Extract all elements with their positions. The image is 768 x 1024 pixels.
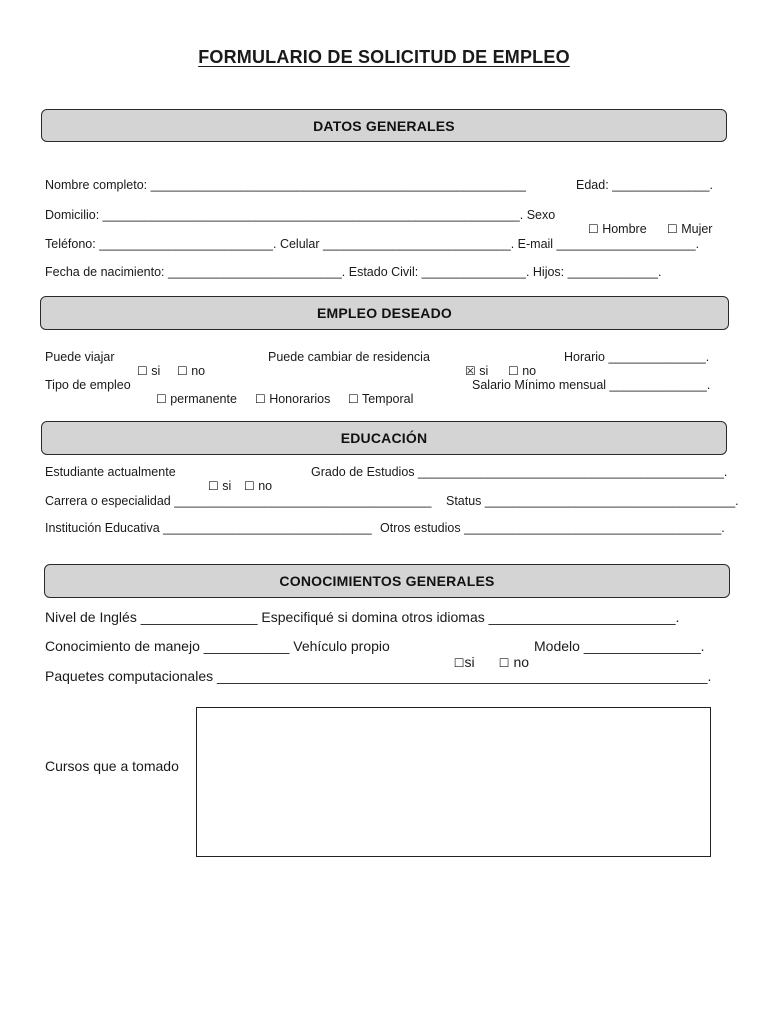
salario-field[interactable]: Salario Mínimo mensual ______________. — [472, 378, 711, 392]
vehiculo-no-label: no — [513, 654, 530, 670]
form-title: FORMULARIO DE SOLICITUD DE EMPLEO — [198, 47, 570, 67]
residencia-no-label: no — [522, 364, 537, 378]
estudiante-si-checkbox[interactable]: ☐ — [207, 479, 219, 493]
hombre-label: Hombre — [602, 222, 647, 236]
mujer-label: Mujer — [681, 222, 713, 236]
estudiante-si-label: si — [222, 479, 232, 493]
temporal-label: Temporal — [361, 392, 414, 406]
carrera-field[interactable]: Carrera o especialidad _____________________________________ — [45, 494, 432, 508]
cursos-textarea[interactable] — [196, 707, 711, 857]
paquetes-field[interactable]: Paquetes computacionales _______________________________________________________________. — [45, 668, 712, 684]
permanente-option[interactable] — [149, 378, 237, 406]
section-datos-generales — [41, 109, 727, 142]
residencia-si-option[interactable] — [458, 350, 488, 378]
manejo-vehiculo-field[interactable]: Conocimiento de manejo ___________ Vehículo propio — [45, 638, 390, 654]
institucion-field[interactable]: Institución Educativa ______________________________ — [45, 521, 372, 535]
viajar-no-option[interactable] — [170, 350, 205, 378]
temporal-checkbox[interactable]: ☐ — [347, 392, 359, 406]
section-conocimientos — [44, 564, 730, 598]
viajar-si-option[interactable] — [130, 350, 160, 378]
vehiculo-no-option[interactable] — [491, 638, 529, 670]
section-empleo-deseado-label: EMPLEO DESEADO — [316, 305, 453, 321]
cambiar-residencia-label: Puede cambiar de residencia — [268, 350, 430, 364]
temporal-option[interactable] — [341, 378, 413, 406]
hombre-checkbox[interactable]: ☐ — [587, 222, 599, 236]
telefono-celular-email-fields[interactable]: Teléfono: _________________________. Celular ___________________________. E-mail ____________________. — [45, 237, 700, 251]
viajar-no-label: no — [191, 364, 206, 378]
permanente-checkbox[interactable]: ☐ — [155, 392, 167, 406]
section-empleo-deseado — [40, 296, 729, 330]
edad-field[interactable]: Edad: ______________. — [576, 178, 713, 192]
estudiante-no-option[interactable] — [237, 465, 272, 493]
ingles-idiomas-fields[interactable]: Nivel de Inglés _______________ Especifiqué si domina otros idiomas ________________________. — [45, 609, 680, 625]
section-conocimientos-label: CONOCIMIENTOS GENERALES — [279, 573, 495, 589]
mujer-checkbox[interactable]: ☐ — [666, 222, 678, 236]
nombre-completo-field[interactable]: Nombre completo: ______________________________________________________ — [45, 178, 526, 192]
sexo-hombre-option[interactable] — [581, 208, 647, 236]
estudiante-no-checkbox[interactable]: ☐ — [243, 479, 255, 493]
sexo-mujer-option[interactable] — [660, 208, 712, 236]
viajar-no-checkbox[interactable]: ☐ — [176, 364, 188, 378]
residencia-no-checkbox[interactable]: ☐ — [507, 364, 519, 378]
domicilio-field[interactable]: Domicilio: ____________________________________________________________. Sexo — [45, 208, 556, 222]
residencia-no-option[interactable] — [501, 350, 536, 378]
vehiculo-no-checkbox[interactable]: ☐ — [498, 656, 510, 670]
nacimiento-civil-hijos-fields[interactable]: Fecha de nacimiento: _________________________. Estado Civil: _______________. Hijos: _____________. — [45, 265, 662, 279]
section-educacion — [41, 421, 727, 455]
honorarios-option[interactable] — [248, 378, 330, 406]
section-educacion-label: EDUCACIÓN — [340, 430, 428, 446]
puede-viajar-label: Puede viajar — [45, 350, 115, 364]
estudiante-label: Estudiante actualmente — [45, 465, 176, 479]
cursos-label: Cursos que a tomado — [45, 758, 179, 774]
horario-field[interactable]: Horario ______________. — [564, 350, 710, 364]
section-datos-generales-label: DATOS GENERALES — [313, 117, 455, 134]
viajar-si-label: si — [151, 364, 161, 378]
vehiculo-si-option[interactable] — [446, 638, 475, 670]
honorarios-checkbox[interactable]: ☐ — [254, 392, 266, 406]
status-field[interactable]: Status ____________________________________. — [446, 494, 739, 508]
permanente-label: permanente — [170, 392, 237, 406]
vehiculo-si-label: si — [464, 654, 475, 670]
honorarios-label: Honorarios — [269, 392, 331, 406]
grado-estudios-field[interactable]: Grado de Estudios ____________________________________________. — [311, 465, 728, 479]
estudiante-si-option[interactable] — [201, 465, 231, 493]
otros-estudios-field[interactable]: Otros estudios _____________________________________. — [380, 521, 725, 535]
residencia-si-label: si — [479, 364, 489, 378]
estudiante-no-label: no — [258, 479, 273, 493]
vehiculo-si-checkbox[interactable]: ☐ — [453, 656, 465, 670]
residencia-si-checkbox-checked[interactable]: ☒ — [464, 364, 476, 378]
tipo-empleo-label: Tipo de empleo — [45, 378, 131, 392]
viajar-si-checkbox[interactable]: ☐ — [136, 364, 148, 378]
modelo-field[interactable]: Modelo _______________. — [534, 638, 705, 654]
